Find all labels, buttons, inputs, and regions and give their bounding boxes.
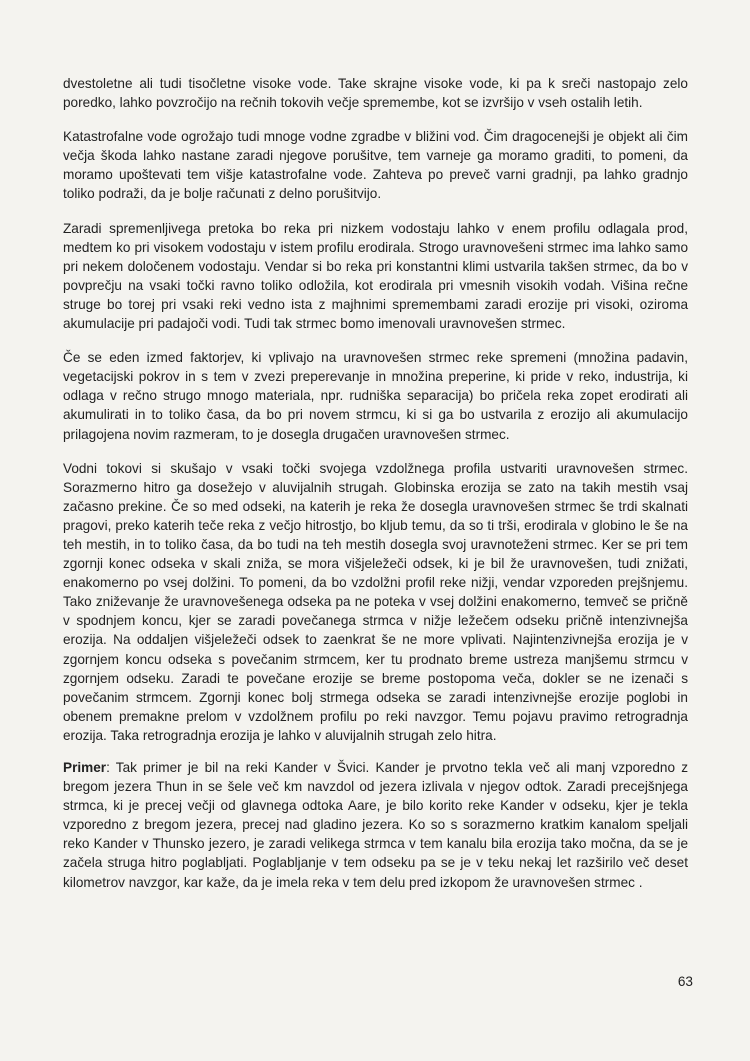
page-number: 63 (677, 974, 693, 989)
paragraph-variable-flow: Zaradi spremenljivega pretoka bo reka pri nizkem vodostaju lahko v enem profilu odlagala prod, medtem ko pri visokem vodostaju v istem profilu erodirala. Strogo uravnovešeni strmec ima lahko samo pri nekem določenem vodostaju. Vendar si bo reka pri konstantni klimi ustvarila takšen strmec, da bo v povprečju na vsaki točki ravno toliko odložila, kot erodirala pri vmesnih visokih vodah. Višina rečne struge bo torej pri vsaki reki vedno ista z majhnimi spremembami zaradi erozije pri visoki, oziroma akumulacije pri padajoči vodi. Tudi tak strmec bomo imenovali uravnovešen strmec. (63, 220, 688, 332)
paragraph-retrograde-erosion: Vodni tokovi si skušajo v vsaki točki svojega vzdolžnega profila ustvariti uravnovešen strmec. Sorazmerno hitro ga dosežejo v aluvijalnih strugah. Globinska erozija se zato na takih mestih vsaj začasno prekine. Če so med odseki, na katerih je reka že dosegla uravnovešen strmec še trdi skalnati pragovi, preko katerih teče reka z večjo hitrostjo, bo kljub temu, da so ti trši, erodirala v globino le še na teh mestih, in to toliko časa, da bo tudi na teh mestih dosegla svoj uravnoteženi strmec. Ker se pri tem zgornji konec odseka v skali zniža, se mora višjeležeči odsek, ki je bil že uravnovešen, tudi znižati, enakomerno po vsej dolžini. To pomeni, da bo vzdolžni profil reke nižji, vendar vzporeden prejšnjemu. Tako zniževanje že uravnovešenega odseka pa ne poteka v vsej dolžini enakomerno, temveč se pričně v spodnjem koncu, kjer se zaradi povečanega strmca v nižje ležečem odseku pričně intenzivnejša erozija. Na oddaljen višjeležeči odsek to zaenkrat še ne more vplivati. Najintenzivnejša erozija je v zgornjem koncu odseka s povečanim strmcem, ker tu prodnato breme ustreza manjšemu strmcu v zgornjem odseku. Zaradi te povečane erozije se breme postopoma veča, dokler se ne izenači s povečanim strmcem. Zgornji konec bolj strmega odseka se zaradi intenzivnejše erozije poglobi in obenem premakne prelom v vzdolžnem profilu po reki navzgor. Temu pojavu pravimo retrogradnja erozija. Taka retrogradnja erozija je lahko v aluvijalnih strugah zelo hitra. (63, 460, 688, 743)
example-lead: Primer (63, 760, 107, 775)
paragraph-factor-change: Če se eden izmed faktorjev, ki vplivajo na uravnovešen strmec reke spremeni (množina padavin, vegetacijski pokrov in s tem v zvezi preperevanje in množina preperine, ki pride v reko, industrija, ki odlaga v rečno strugo mnogo materiala, npr. rudniška separacija) bo pričela reka zopet erodirati ali akumulirati in to toliko časa, da bo pri novem strmcu, ki si ga bo ustvarila z erozijo ali akumulacijo prilagojena novim razmeram, to je dosegla drugačen uravnovešen strmec. (63, 350, 688, 442)
example-text: : Tak primer je bil na reki Kander v Švici. Kander je prvotno tekla več ali manj vzporedno z bregom jezera Thun in se šele več km navzdol od jezera izlivala v njegov odtok. Zaradi precejšnjega strmca, ki je precej večji od glavnega odtoka Aare, je bilo korito reke Kander v odseku, kjer je tekla vzporedno z bregom jezera, precej nad gladino jezera. Ko so s sorazmerno kratkim kanalom speljali reko Kander v Thunsko jezero, je zaradi velikega strmca v tem kanalu bila erozija tako močna, da se je začela struga hitro poglabljati. Poglabljanje v tem odseku pa se je v teku nekaj let razširilo več deset kilometrov navzgor, kar kaže, da je imela reka v tem delu pred izkopom že uravnovešen strmec . (63, 760, 688, 890)
paragraph-example (63, 758, 688, 892)
paragraph-structures: Katastrofalne vode ogrožajo tudi mnoge vodne zgradbe v bližini vod. Čim dragocenejši je objekt ali čim večja škoda lahko nastane zaradi njegove porušitve, tem varneje ga moramo graditi, to pomeni, da moramo upoštevati tem višje katastrofalne vode. Zahteva po preveč varni gradnji, pa lahko gradnjo toliko podraži, da je bolje računati z delno porušitvijo. (63, 129, 688, 202)
paragraph-high-water: dvestoletne ali tudi tisočletne visoke vode. Take skrajne visoke vode, ki pa k sreči nastopajo zelo poredko, lahko povzročijo na rečnih tokovih večje spremembe, kot se izvršijo v vseh ostalih letih. (63, 76, 688, 111)
page-body (63, 74, 688, 907)
